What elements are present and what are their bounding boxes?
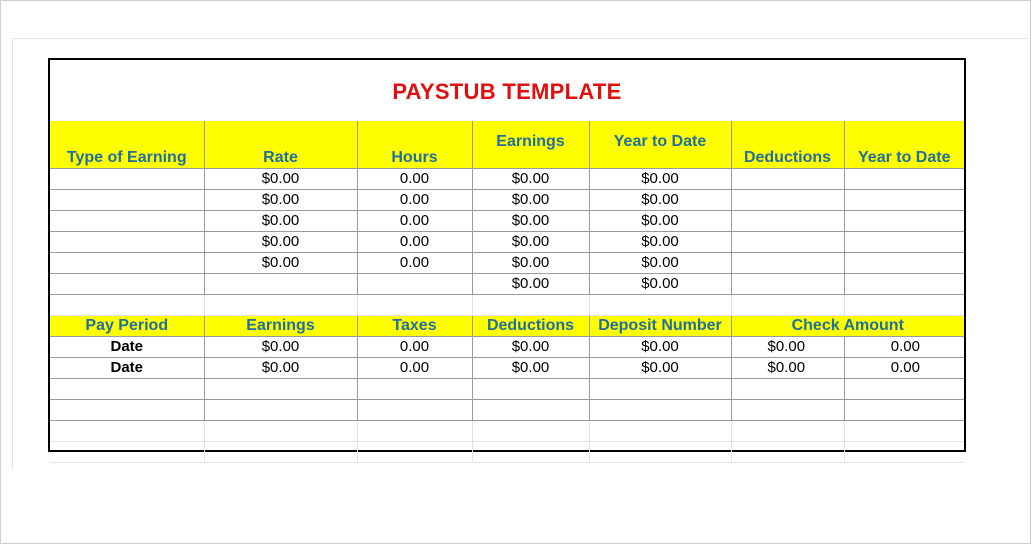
earnings-cell[interactable]: $0.00 xyxy=(204,169,357,190)
earnings-cell[interactable]: 0.00 xyxy=(357,211,472,232)
table-row xyxy=(50,358,964,379)
empty-cell[interactable] xyxy=(50,295,204,316)
summary-cell[interactable]: $0.00 xyxy=(204,337,357,358)
earnings-header-row xyxy=(50,121,964,169)
empty-cell[interactable] xyxy=(844,379,964,400)
earnings-cell[interactable]: $0.00 xyxy=(589,190,731,211)
earnings-cell[interactable]: 0.00 xyxy=(357,169,472,190)
empty-cell[interactable] xyxy=(844,400,964,421)
earnings-cell[interactable] xyxy=(731,253,844,274)
empty-cell[interactable] xyxy=(589,379,731,400)
earnings-cell[interactable] xyxy=(204,274,357,295)
table-row xyxy=(50,337,964,358)
earnings-cell[interactable] xyxy=(50,169,204,190)
empty-cell[interactable] xyxy=(204,379,357,400)
earnings-cell[interactable]: $0.00 xyxy=(589,211,731,232)
summary-cell[interactable]: 0.00 xyxy=(844,358,964,379)
earnings-cell[interactable] xyxy=(844,253,964,274)
summary-cell[interactable]: $0.00 xyxy=(589,337,731,358)
paystub-grid xyxy=(50,121,964,463)
earnings-cell[interactable]: $0.00 xyxy=(472,274,589,295)
earnings-cell[interactable]: $0.00 xyxy=(472,169,589,190)
table-row xyxy=(50,232,964,253)
earnings-cell[interactable]: $0.00 xyxy=(472,232,589,253)
worksheet-edge-left xyxy=(12,38,13,470)
earnings-cell[interactable] xyxy=(50,211,204,232)
header-summary-earnings[interactable]: Earnings xyxy=(204,316,357,337)
earnings-cell[interactable]: 0.00 xyxy=(357,253,472,274)
earnings-cell[interactable] xyxy=(844,232,964,253)
earnings-cell[interactable] xyxy=(731,190,844,211)
worksheet-edge-top xyxy=(12,38,1029,39)
empty-row xyxy=(50,421,964,442)
empty-cell[interactable] xyxy=(844,295,964,316)
empty-cell[interactable] xyxy=(50,379,204,400)
empty-cell[interactable] xyxy=(731,421,844,442)
header-pay-period[interactable]: Pay Period xyxy=(50,316,204,337)
header-rate[interactable]: Rate xyxy=(204,121,357,169)
empty-cell[interactable] xyxy=(50,421,204,442)
earnings-cell[interactable] xyxy=(731,169,844,190)
header-check-amount[interactable]: Check Amount xyxy=(731,316,964,337)
header-type-of-earning[interactable]: Type of Earning xyxy=(50,121,204,169)
empty-cell[interactable] xyxy=(731,295,844,316)
earnings-cell[interactable]: $0.00 xyxy=(204,211,357,232)
empty-cell[interactable] xyxy=(472,400,589,421)
empty-cell[interactable] xyxy=(731,379,844,400)
summary-cell[interactable]: 0.00 xyxy=(357,337,472,358)
empty-cell[interactable] xyxy=(357,400,472,421)
earnings-cell[interactable] xyxy=(844,211,964,232)
empty-cell[interactable] xyxy=(357,379,472,400)
earnings-cell[interactable] xyxy=(50,274,204,295)
title-row xyxy=(50,60,964,122)
header-earnings[interactable]: Earnings xyxy=(472,121,589,169)
earnings-cell[interactable] xyxy=(357,274,472,295)
earnings-cell[interactable] xyxy=(844,274,964,295)
earnings-cell[interactable] xyxy=(50,253,204,274)
earnings-cell[interactable] xyxy=(731,274,844,295)
earnings-cell[interactable]: $0.00 xyxy=(472,253,589,274)
empty-cell[interactable] xyxy=(589,295,731,316)
earnings-cell[interactable]: $0.00 xyxy=(589,232,731,253)
empty-cell[interactable] xyxy=(472,421,589,442)
summary-header-row xyxy=(50,316,964,337)
table-row xyxy=(50,274,964,295)
empty-cell[interactable] xyxy=(731,400,844,421)
paystub-sheet xyxy=(48,58,966,452)
empty-cell[interactable] xyxy=(204,295,357,316)
empty-cell[interactable] xyxy=(357,442,472,463)
earnings-cell[interactable]: $0.00 xyxy=(472,190,589,211)
empty-row xyxy=(50,379,964,400)
empty-cell[interactable] xyxy=(472,442,589,463)
summary-cell[interactable]: $0.00 xyxy=(589,358,731,379)
empty-cell[interactable] xyxy=(357,295,472,316)
pay-period-date[interactable]: Date xyxy=(50,358,204,379)
summary-cell[interactable]: $0.00 xyxy=(731,358,844,379)
earnings-cell[interactable]: $0.00 xyxy=(589,274,731,295)
summary-cell[interactable]: $0.00 xyxy=(731,337,844,358)
header-summary-deductions[interactable]: Deductions xyxy=(472,316,589,337)
empty-cell[interactable] xyxy=(589,421,731,442)
spacer-row xyxy=(50,295,964,316)
earnings-cell[interactable]: 0.00 xyxy=(357,190,472,211)
earnings-cell[interactable] xyxy=(731,211,844,232)
earnings-cell[interactable]: $0.00 xyxy=(589,253,731,274)
earnings-cell[interactable] xyxy=(50,190,204,211)
grid-body xyxy=(50,121,964,463)
header-deductions-year-to-date[interactable]: Year to Date xyxy=(844,121,964,169)
empty-cell[interactable] xyxy=(844,421,964,442)
empty-cell[interactable] xyxy=(731,442,844,463)
header-taxes[interactable]: Taxes xyxy=(357,316,472,337)
earnings-cell[interactable]: $0.00 xyxy=(204,190,357,211)
earnings-cell[interactable] xyxy=(844,169,964,190)
empty-cell[interactable] xyxy=(357,421,472,442)
empty-cell[interactable] xyxy=(589,442,731,463)
header-deductions[interactable]: Deductions xyxy=(731,121,844,169)
empty-row xyxy=(50,442,964,463)
header-deposit-number[interactable]: Deposit Number xyxy=(589,316,731,337)
earnings-cell[interactable]: $0.00 xyxy=(204,232,357,253)
table-row xyxy=(50,253,964,274)
empty-cell[interactable] xyxy=(204,442,357,463)
summary-cell[interactable]: 0.00 xyxy=(844,337,964,358)
empty-cell[interactable] xyxy=(472,379,589,400)
table-row xyxy=(50,190,964,211)
empty-cell[interactable] xyxy=(50,400,204,421)
earnings-cell[interactable]: $0.00 xyxy=(204,253,357,274)
earnings-cell[interactable] xyxy=(50,232,204,253)
empty-cell[interactable] xyxy=(844,442,964,463)
empty-cell[interactable] xyxy=(204,400,357,421)
empty-row xyxy=(50,400,964,421)
header-hours[interactable]: Hours xyxy=(357,121,472,169)
pay-period-date[interactable]: Date xyxy=(50,337,204,358)
summary-cell[interactable]: $0.00 xyxy=(204,358,357,379)
empty-cell[interactable] xyxy=(50,442,204,463)
earnings-cell[interactable]: 0.00 xyxy=(357,232,472,253)
earnings-cell[interactable] xyxy=(844,190,964,211)
table-row xyxy=(50,169,964,190)
empty-cell[interactable] xyxy=(472,295,589,316)
earnings-cell[interactable]: $0.00 xyxy=(472,211,589,232)
empty-cell[interactable] xyxy=(204,421,357,442)
empty-cell[interactable] xyxy=(589,400,731,421)
page-title: PAYSTUB TEMPLATE xyxy=(392,78,622,104)
summary-cell[interactable]: 0.00 xyxy=(357,358,472,379)
earnings-cell[interactable]: $0.00 xyxy=(589,169,731,190)
table-row xyxy=(50,211,964,232)
earnings-cell[interactable] xyxy=(731,232,844,253)
header-year-to-date[interactable]: Year to Date xyxy=(589,121,731,169)
summary-cell[interactable]: $0.00 xyxy=(472,337,589,358)
summary-cell[interactable]: $0.00 xyxy=(472,358,589,379)
